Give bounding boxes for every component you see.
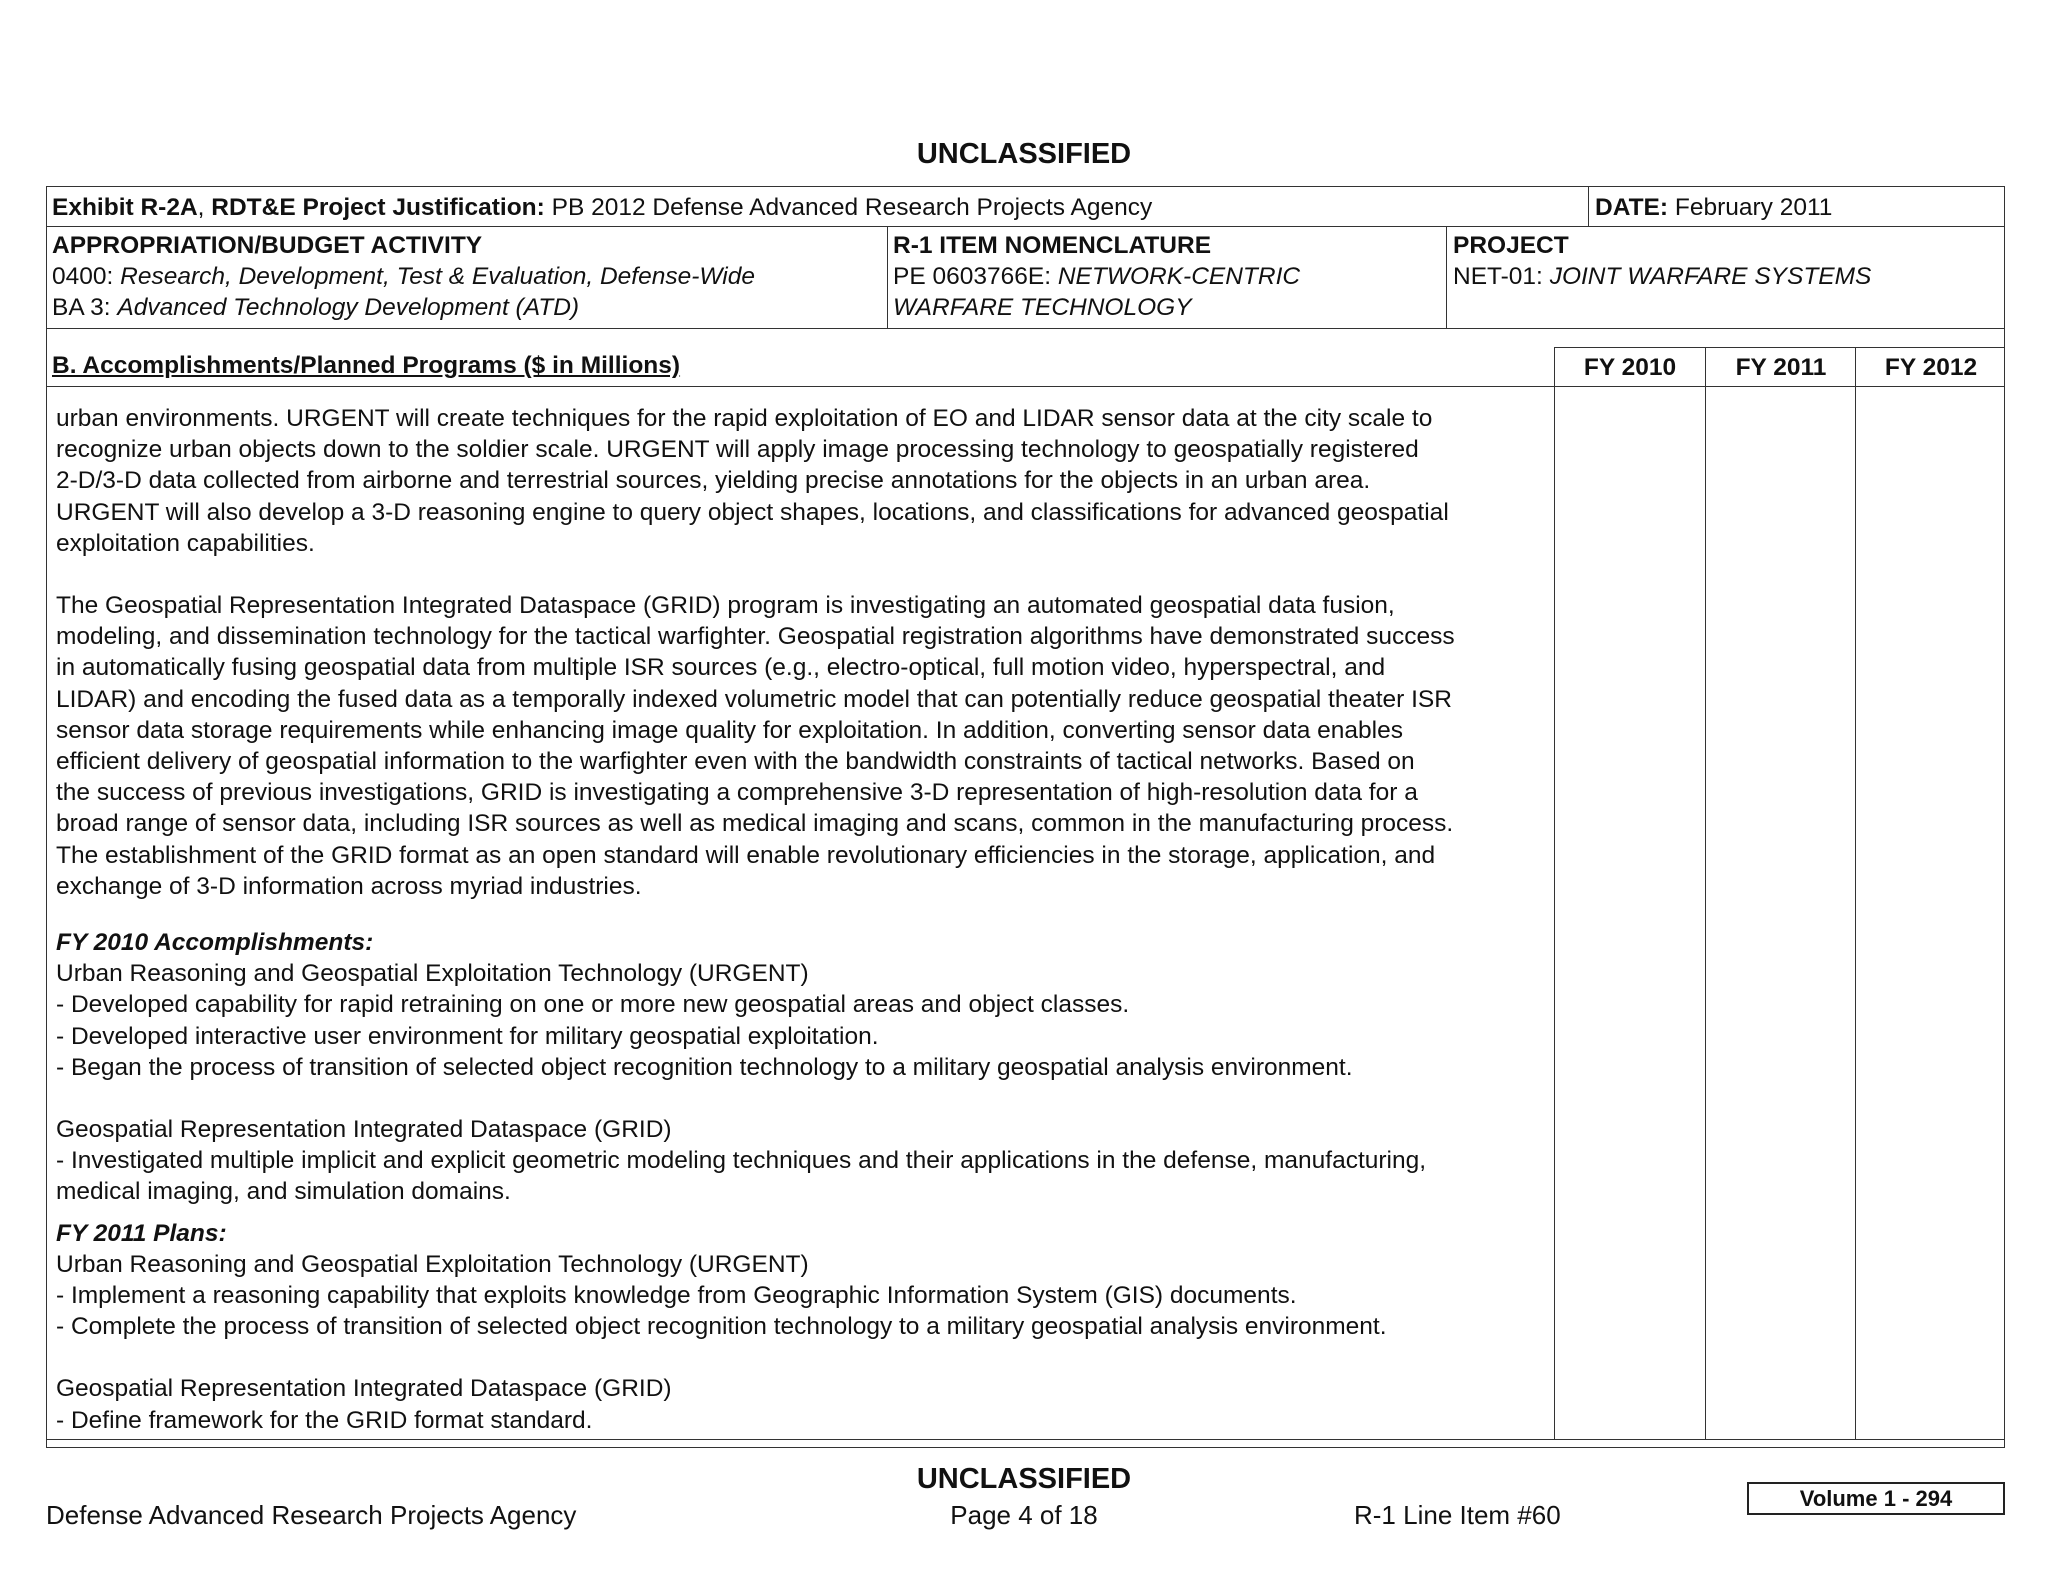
info-divider [47, 328, 2004, 329]
fy-header-top [1554, 347, 2004, 348]
p2-line: broad range of sensor data, including ISR sources as well as medical imaging and scans, common in the manufacturing process. [56, 810, 1454, 838]
date-field [1595, 192, 1832, 223]
p1-line: 2-D/3-D data collected from airborne and terrestrial sources, yielding precise annotations for the objects in an urban area. [56, 467, 1371, 495]
p2-line: modeling, and dissemination technology for the tactical warfighter. Geospatial registration algorithms have demonstrated success [56, 623, 1455, 651]
appropriation-block [52, 230, 755, 323]
bottom-rule [47, 1439, 2004, 1440]
program-description [56, 403, 1596, 1436]
fy2011-urgent-item: - Complete the process of transition of selected object recognition technology to a military geospatial analysis environment. [56, 1313, 1387, 1341]
section-divider [47, 386, 2004, 387]
p1-line: urban environments. URGENT will create techniques for the rapid exploitation of EO and LIDAR sensor data at the city scale to [56, 405, 1433, 432]
exhibit-label: Exhibit R-2A [52, 194, 198, 221]
fy2011-heading: FY 2011 Plans: [56, 1219, 227, 1247]
date-label: DATE: [1595, 194, 1669, 221]
ba-code: BA 3: [52, 294, 118, 321]
fy2010-heading: FY 2010 Accomplishments: [56, 929, 374, 957]
p2-line: exchange of 3-D information across myriad industries. [56, 872, 642, 900]
r1-value-1: NETWORK-CENTRIC [1057, 263, 1301, 290]
fy2011-urgent-title: Urban Reasoning and Geospatial Exploitation Technology (URGENT) [56, 1250, 809, 1278]
date-value: February 2011 [1668, 194, 1833, 221]
appropriation-label: APPROPRIATION/BUDGET ACTIVITY [52, 232, 483, 259]
fy2011-grid-item: - Define framework for the GRID format standard. [56, 1406, 593, 1434]
footer-line-item: R-1 Line Item #60 [1354, 1500, 1561, 1530]
exhibit-sep: , [197, 194, 212, 221]
exhibit-frame [46, 186, 2005, 1448]
fy2010-urgent-item: - Developed interactive user environment for military geospatial exploitation. [56, 1022, 879, 1050]
fy2012-col-line [1855, 347, 1856, 1439]
volume-badge: Volume 1 - 294 [1747, 1482, 2005, 1515]
classification-bottom: UNCLASSIFIED [916, 1463, 1132, 1495]
r1-divider [887, 226, 888, 328]
classification-top: UNCLASSIFIED [916, 138, 1132, 170]
fy2011-col-line [1705, 347, 1706, 1439]
fy2010-urgent-item: - Developed capability for rapid retraining on one or more new geospatial areas and object classes. [56, 991, 1130, 1019]
fy-column-2012: FY 2012 [1884, 354, 1978, 381]
ba-value: Advanced Technology Development (ATD) [117, 294, 580, 321]
p2-line: efficient delivery of geospatial information to the warfighter even with the bandwidth constraints of tactical networks. Based on [56, 748, 1415, 776]
p2-line: The establishment of the GRID format as an open standard will enable revolutionary efficiencies in the storage, application, and [56, 841, 1436, 869]
fy2011-grid-title: Geospatial Representation Integrated Dataspace (GRID) [56, 1375, 672, 1403]
project-block [1453, 230, 1871, 292]
p1-line: URGENT will also develop a 3-D reasoning engine to query object shapes, locations, and classifications for advanced geospatial [56, 498, 1449, 526]
section-title: B. Accomplishments/Planned Programs ($ in Millions) [52, 352, 681, 379]
p1-line: recognize urban objects down to the soldier scale. URGENT will apply image processing technology to geospatially registered [56, 436, 1419, 464]
p2-line: The Geospatial Representation Integrated Dataspace (GRID) program is investigating an automated geospatial data fusion, [56, 592, 1395, 620]
p2-line: in automatically fusing geospatial data from multiple ISR sources (e.g., electro-optical, full motion video, hyperspectral, and [56, 654, 1386, 682]
r1-code: PE 0603766E: [893, 263, 1058, 290]
fy-column-2011: FY 2011 [1735, 354, 1827, 381]
header-divider [47, 226, 2004, 227]
fy2010-grid-item: medical imaging, and simulation domains. [56, 1178, 511, 1206]
r1-value-2: WARFARE TECHNOLOGY [893, 294, 1192, 321]
project-divider [1446, 226, 1447, 328]
fy-column-2010: FY 2010 [1583, 354, 1677, 381]
r1-block [893, 230, 1300, 323]
exhibit-title [52, 192, 1152, 223]
p2-line: sensor data storage requirements while enhancing image quality for exploitation. In addition, converting sensor data enables [56, 716, 1403, 744]
project-code: NET-01: [1453, 263, 1550, 290]
fy2011-urgent-item: - Implement a reasoning capability that exploits knowledge from Geographic Information System (GIS) documents. [56, 1282, 1297, 1310]
r1-label: R-1 ITEM NOMENCLATURE [893, 232, 1212, 259]
date-divider [1588, 187, 1589, 226]
fy2010-grid-title: Geospatial Representation Integrated Dataspace (GRID) [56, 1116, 672, 1144]
appropriation-code: 0400: [52, 263, 121, 290]
fy2010-grid-item: - Investigated multiple implicit and explicit geometric modeling techniques and their applications in the defense, manufacturing, [56, 1147, 1427, 1175]
p1-line: exploitation capabilities. [56, 529, 315, 557]
fy2010-urgent-item: - Began the process of transition of selected object recognition technology to a military geospatial analysis environment. [56, 1053, 1353, 1081]
agency-text: PB 2012 Defense Advanced Research Projects Agency [544, 194, 1153, 221]
footer-page-number: Page 4 of 18 [950, 1500, 1098, 1530]
appropriation-value: Research, Development, Test & Evaluation, Defense-Wide [120, 263, 755, 290]
justification-label: RDT&E Project Justification: [211, 194, 545, 221]
p2-line: the success of previous investigations, GRID is investigating a comprehensive 3-D representation of high-resolution data for a [56, 779, 1418, 807]
project-label: PROJECT [1453, 232, 1569, 259]
fy2010-urgent-title: Urban Reasoning and Geospatial Exploitation Technology (URGENT) [56, 960, 809, 988]
footer-agency: Defense Advanced Research Projects Agency [46, 1500, 577, 1530]
p2-line: LIDAR) and encoding the fused data as a temporally indexed volumetric model that can potentially reduce geospatial theater ISR [56, 685, 1452, 713]
project-value: JOINT WARFARE SYSTEMS [1549, 263, 1872, 290]
